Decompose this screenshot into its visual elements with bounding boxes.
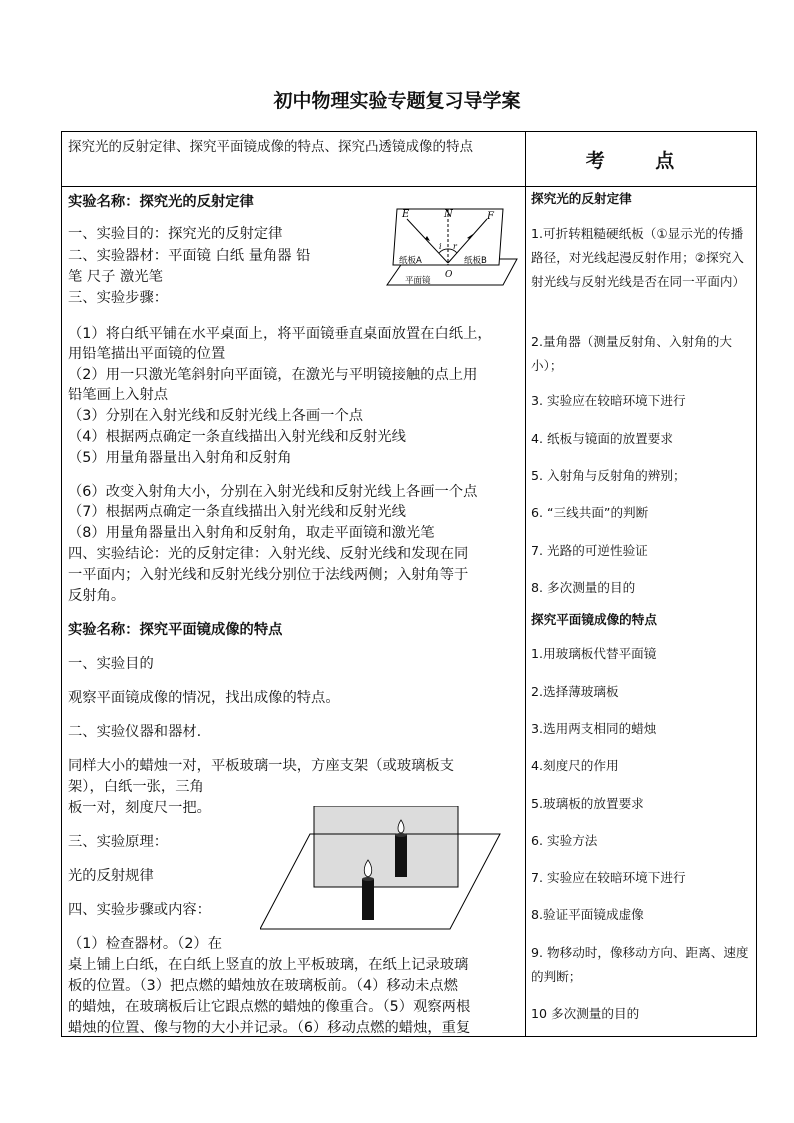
kaodian-item: 8.验证平面镜成虚像: [531, 907, 644, 922]
exp1-step7: （7）根据两点确定一条直线描出入射光线和反射光线: [68, 504, 406, 520]
kaodian-item: 5.玻璃板的放置要求: [531, 796, 644, 811]
kaodian-item: 8. 多次测量的目的: [531, 580, 636, 595]
page-title: 初中物理实验专题复习导学案: [273, 90, 521, 112]
exp2-principle-heading: 三、实验原理：: [68, 834, 169, 850]
label-E: E: [402, 209, 410, 220]
kaodian-header: 考 点: [585, 149, 697, 172]
label-i: i: [439, 242, 442, 251]
exp2-step-4: 的蜡烛，在玻璃板后让它跟点燃的蜡烛的像重合。（5）观察两根: [68, 999, 471, 1015]
kaodian-item: 5. 入射角与反射角的辨别；: [531, 468, 686, 483]
label-O: O: [445, 270, 453, 280]
study-table: [61, 131, 757, 1037]
kaodian-item: 3. 实验应在较暗环境下进行: [531, 393, 686, 408]
kaodian-item: 2.选择薄玻璃板: [531, 684, 619, 699]
exp1-step3: （3）分别在入射光线和反射光线上各画一个点: [68, 408, 364, 424]
exp2-equipment-heading: 二、实验仪器和器材.: [68, 724, 202, 740]
kaodian-heading-1: 探究光的反射定律: [531, 191, 632, 206]
kaodian-item: 9. 物移动时，像移动方向、距离、速度的判断；: [531, 945, 749, 984]
exp2-equipment-1: 同样大小的蜡烛一对，平板玻璃一块，方座支架（或玻璃板支: [68, 758, 455, 774]
exp1-step6: （6）改变入射角大小，分别在入射光线和反射光线上各画一个点: [68, 484, 478, 500]
exp1-step1a: （1）将白纸平铺在水平桌面上，将平面镜垂直桌面放置在白纸上，: [68, 326, 492, 342]
reflection-diagram: [369, 203, 519, 293]
column-divider: [525, 132, 526, 1036]
kaodian-item: 4. 纸板与镜面的放置要求: [531, 431, 673, 446]
kaodian-item: 1.用玻璃板代替平面镜: [531, 646, 657, 661]
exp2-step-3: 板的位置。（3）把点燃的蜡烛放在玻璃板前。（4）移动未点燃: [68, 978, 458, 994]
kaodian-item: 4.刻度尺的作用: [531, 758, 619, 773]
kaodian-item: 6. “三线共面”的判断: [531, 505, 649, 520]
exp2-step-1: （1）检查器材。（2）在: [68, 936, 223, 952]
exp1-name: 实验名称：探究光的反射定律: [68, 194, 254, 210]
exp1-step4: （4）根据两点确定一条直线描出入射光线和反射光线: [68, 429, 406, 445]
kaodian-heading-2: 探究平面镜成像的特点: [531, 612, 657, 627]
exp2-equipment-2: 架），白纸一张，三角: [68, 779, 204, 795]
exp1-conclusion-1: 四、实验结论：光的反射定律：入射光线、反射光线和发现在同: [68, 546, 469, 562]
exp2-purpose-heading: 一、实验目的: [68, 656, 154, 672]
kaodian-item: 1.可折转粗糙硬纸板（①显示光的传播路径，对光线起漫反射作用；②探究入射光线与反射光线是否在同一平面内）: [531, 226, 746, 289]
kaodian-item: 7. 实验应在较暗环境下进行: [531, 870, 686, 885]
exp2-step-5: 蜡烛的位置、像与物的大小并记录。（6）移动点燃的蜡烛，重复: [68, 1020, 471, 1036]
exp2-step-2: 桌上铺上白纸，在白纸上竖直的放上平板玻璃，在纸上记录玻璃: [68, 957, 469, 973]
label-mirror: 平面镜: [405, 276, 431, 286]
exp1-conclusion-2: 一平面内；入射光线和反射光线分别位于法线两侧；入射角等于: [68, 567, 469, 583]
label-board-a: 纸板A: [399, 256, 422, 266]
kaodian-item: 6. 实验方法: [531, 833, 598, 848]
exp2-steps-heading: 四、实验步骤或内容：: [68, 902, 211, 918]
label-board-b: 纸板B: [464, 256, 487, 266]
plane-mirror-diagram: [260, 806, 505, 930]
label-r: r: [453, 242, 457, 251]
kaodian-item: 2.量角器（测量反射角、入射角的大小）；: [531, 334, 732, 373]
exp2-purpose: 观察平面镜成像的情况，找出成像的特点。: [68, 690, 340, 706]
kaodian-item: 10 多次测量的目的: [531, 1006, 640, 1021]
exp2-name: 实验名称：探究平面镜成像的特点: [68, 622, 283, 638]
exp1-purpose: 一、实验目的：探究光的反射定律: [68, 226, 283, 242]
label-F: F: [487, 211, 494, 222]
exp2-principle: 光的反射规律: [68, 868, 154, 884]
exp1-step8: （8）用量角器量出入射角和反射角，取走平面镜和激光笔: [68, 525, 435, 541]
exp1-step2b: 铅笔画上入射点: [68, 387, 169, 403]
exp1-step1b: 用铅笔描出平面镜的位置: [68, 346, 226, 362]
exp2-equipment-3: 板一对，刻度尺一把。: [68, 800, 211, 816]
exp1-step2a: （2）用一只激光笔斜射向平面镜，在激光与平明镜接触的点上用: [68, 367, 478, 383]
kaodian-item: 3.选用两支相同的蜡烛: [531, 721, 657, 736]
exp1-equipment-cont: 笔 尺子 激光笔: [68, 269, 163, 285]
header-divider: [62, 186, 756, 187]
exp1-conclusion-3: 反射角。: [68, 588, 126, 604]
exp1-step5: （5）用量角器量出入射角和反射角: [68, 450, 292, 466]
label-N: N: [444, 209, 453, 220]
exp1-steps-heading: 三、实验步骤：: [68, 290, 169, 306]
exp1-equipment: 二、实验器材：平面镜 白纸 量角器 铅: [68, 248, 311, 264]
kaodian-item: 7. 光路的可逆性验证: [531, 543, 648, 558]
topics-header: 探究光的反射定律、探究平面镜成像的特点、探究凸透镜成像的特点: [68, 139, 473, 155]
